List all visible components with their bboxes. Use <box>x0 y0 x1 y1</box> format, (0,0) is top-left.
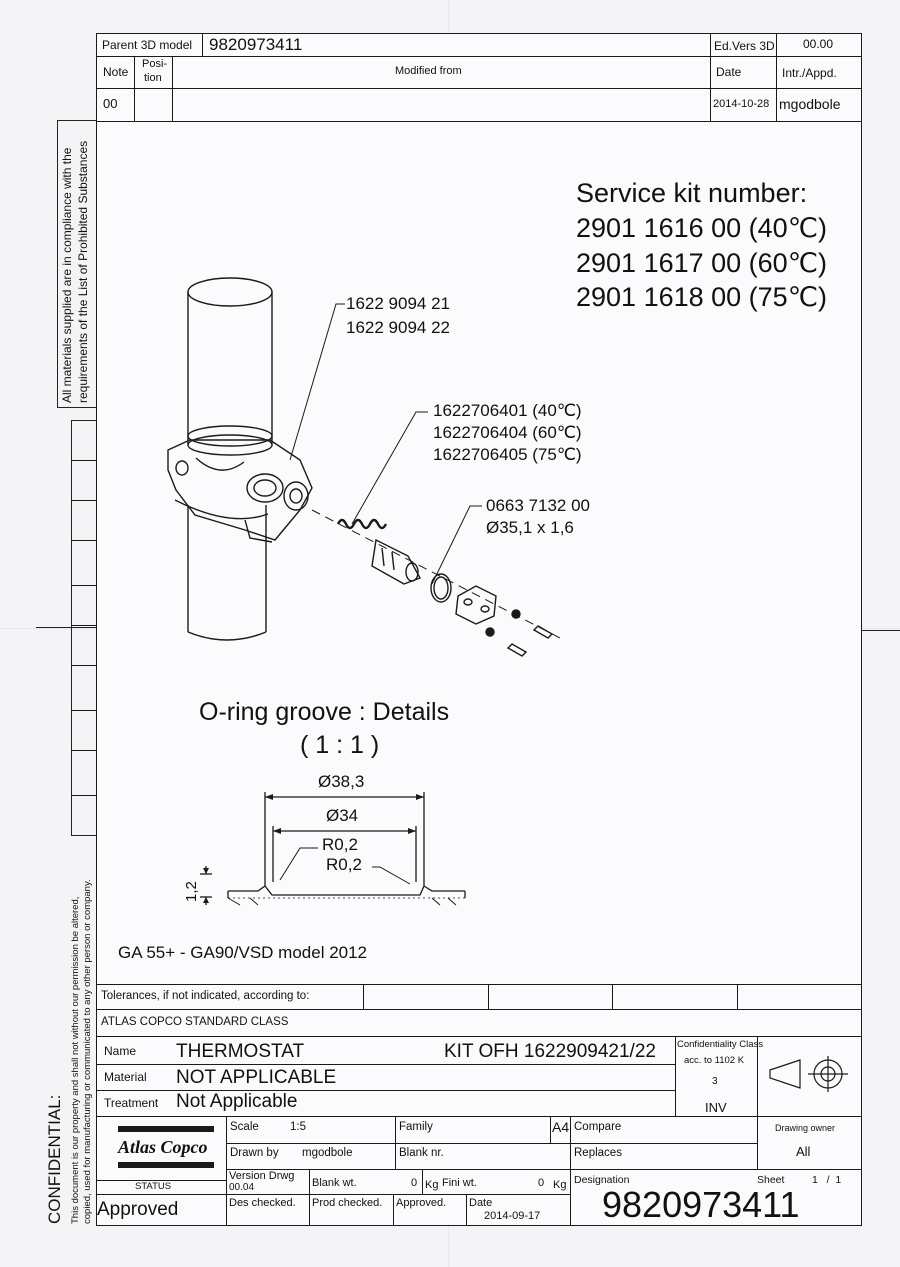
name-value: THERMOSTAT <box>176 1041 305 1062</box>
radius-label: R0,2 <box>326 855 362 874</box>
scale-value: 1:5 <box>290 1121 306 1133</box>
note-value: 00 <box>103 96 118 111</box>
date-value: 2014-09-17 <box>484 1210 541 1222</box>
parent-label: Parent 3D model <box>102 38 193 52</box>
edvers-label: Ed.Vers 3D <box>714 39 775 53</box>
date-value: 2014-10-28 <box>713 98 770 110</box>
modified-from-label: Modified from <box>395 65 462 77</box>
sheet-value: 1 / 1 <box>812 1174 842 1186</box>
logo-bar <box>118 1126 214 1132</box>
confidential-title: CONFIDENTIAL: <box>45 1094 64 1224</box>
compliance-text: requirements of the List of Prohibited Substances <box>76 140 90 403</box>
sheet-label: Sheet <box>757 1174 785 1186</box>
depth-label: 1,2 <box>183 881 200 902</box>
status-value: Approved <box>97 1199 179 1220</box>
compare-label: Compare <box>574 1121 622 1133</box>
model-note: GA 55+ - GA90/VSD model 2012 <box>118 943 368 962</box>
conf-class-label: acc. to 1102 K <box>684 1055 745 1066</box>
parent-value: 9820973411 <box>209 35 303 54</box>
drawing-owner-label: Drawing owner <box>775 1123 836 1133</box>
edvers-value: 00.00 <box>803 37 834 51</box>
version-value: 00.04 <box>229 1182 255 1193</box>
fini-wt-label: Fini wt. <box>442 1177 477 1189</box>
service-kit-line: 2901 1617 00 (60℃) <box>576 248 828 278</box>
fini-wt-value: 0 <box>538 1177 545 1189</box>
note-label: Note <box>103 65 129 79</box>
prod-checked-label: Prod checked. <box>312 1197 383 1209</box>
name-label: Name <box>104 1044 137 1058</box>
housing-part-number: 1622 9094 22 <box>346 318 450 337</box>
material-label: Material <box>104 1070 147 1084</box>
drawn-by-value: mgodbole <box>302 1147 353 1159</box>
service-kit-line: 2901 1618 00 (75℃) <box>576 282 828 312</box>
standard-text: ATLAS COPCO STANDARD CLASS <box>101 1016 289 1028</box>
family-label: Family <box>399 1121 433 1133</box>
service-kit-line: 2901 1616 00 (40℃) <box>576 213 828 243</box>
housing-part-number: 1622 9094 21 <box>346 294 450 313</box>
treatment-label: Treatment <box>104 1096 159 1110</box>
kit-value: KIT OFH 1622909421/22 <box>444 1041 656 1062</box>
sheet-size: A4 <box>552 1119 570 1135</box>
logo-bar <box>118 1162 214 1168</box>
detail-scale: ( 1 : 1 ) <box>300 731 380 759</box>
service-kit-title: Service kit number: <box>576 178 808 208</box>
scale-label: Scale <box>230 1121 259 1133</box>
intr-value: mgodbole <box>779 96 841 112</box>
oring-part-number: 0663 7132 00 <box>486 496 590 515</box>
replaces-label: Replaces <box>574 1147 622 1159</box>
confidential-text: This document is our property and shall not without our permission be altered, <box>70 896 81 1224</box>
dim-outer: Ø38,3 <box>318 772 365 791</box>
des-checked-label: Des checked. <box>229 1197 296 1209</box>
inv-label: INV <box>705 1100 727 1115</box>
treatment-value: Not Applicable <box>176 1091 298 1112</box>
confidential-text: copied, used for manufacturing or communicated to any other person or company. <box>82 879 93 1224</box>
tolerances-text: Tolerances, if not indicated, according to: <box>101 990 310 1002</box>
position-label: tion <box>144 72 162 84</box>
compliance-text: All materials supplied are in compliance with the <box>60 147 74 403</box>
oring-dimension: Ø35,1 x 1,6 <box>486 518 574 537</box>
drawn-by-label: Drawn by <box>230 1147 279 1159</box>
conf-class-label: Confidentiality Class <box>677 1039 764 1050</box>
date-label: Date <box>469 1197 493 1209</box>
element-part-number: 1622706404 (60℃) <box>433 423 582 442</box>
position-label: Posi- <box>142 58 168 70</box>
detail-title: O-ring groove : Details <box>199 698 450 726</box>
conf-class-value: 3 <box>712 1076 718 1087</box>
dim-inner: Ø34 <box>326 806 359 825</box>
drawing-number: 9820973411 <box>602 1184 800 1225</box>
status-label: STATUS <box>135 1181 172 1192</box>
blank-nr-label: Blank nr. <box>399 1147 444 1159</box>
element-part-number: 1622706401 (40℃) <box>433 401 582 420</box>
element-part-number: 1622706405 (75℃) <box>433 445 582 464</box>
approved-label: Approved. <box>396 1197 447 1209</box>
blank-wt-label: Blank wt. <box>312 1177 357 1189</box>
radius-label: R0,2 <box>322 835 358 854</box>
drawing-owner-value: All <box>796 1144 811 1159</box>
blank-wt-unit: Kg <box>425 1179 439 1191</box>
blank-wt-value: 0 <box>411 1177 418 1189</box>
fini-wt-unit: Kg <box>553 1179 567 1191</box>
version-label: Version Drwg <box>229 1170 295 1182</box>
designation-label: Designation <box>574 1174 630 1186</box>
material-value: NOT APPLICABLE <box>176 1067 337 1088</box>
atlas-copco-logo: Atlas Copco <box>118 1137 208 1157</box>
intr-label: Intr./Appd. <box>782 66 837 80</box>
date-label: Date <box>716 65 742 79</box>
